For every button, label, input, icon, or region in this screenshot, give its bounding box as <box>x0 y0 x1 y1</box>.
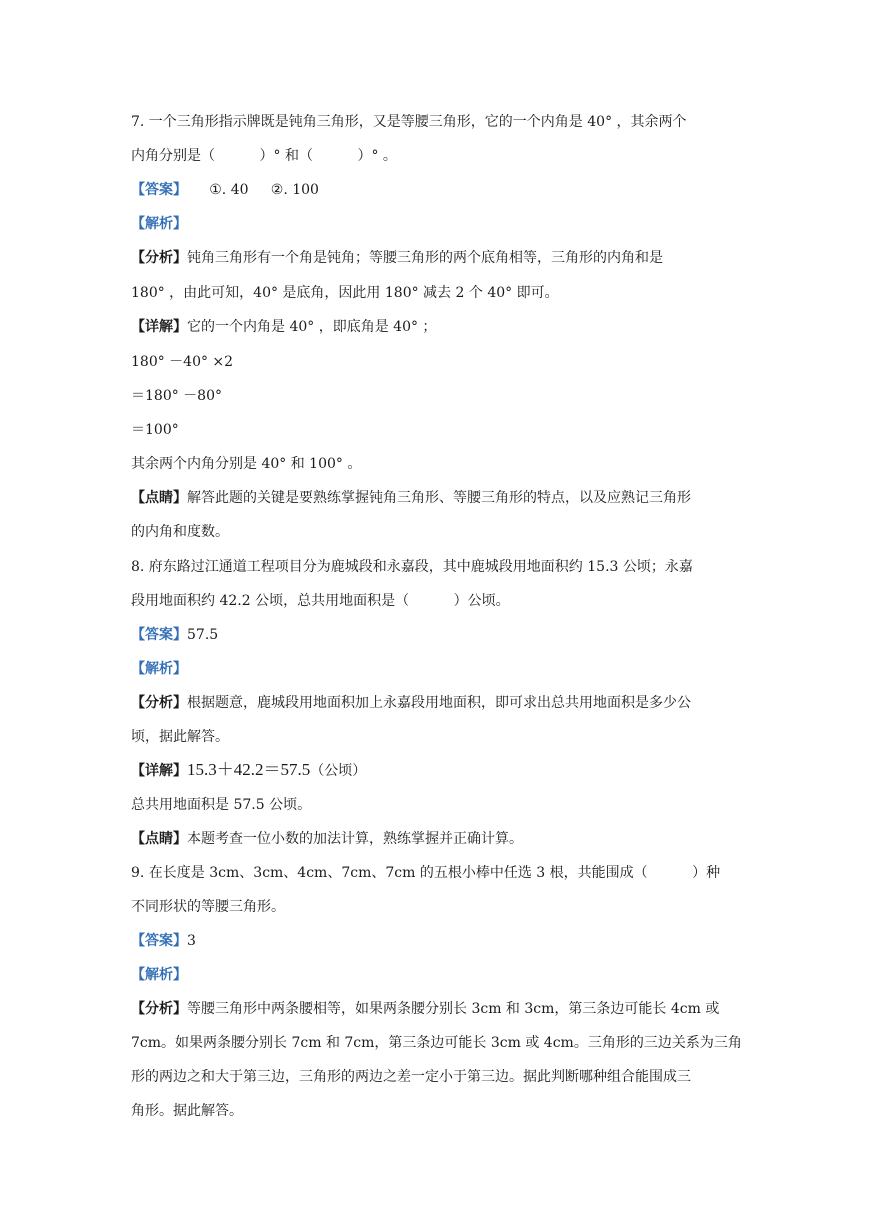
q9-fenxi-line-1 <box>131 999 719 1019</box>
q8-equation: 15.3＋42.2＝57.5 <box>187 760 311 779</box>
xiangjie-tag: 【详解】 <box>131 763 187 779</box>
q7-fenxi-line-1 <box>131 248 663 268</box>
q9-question-line-1: 9. 在长度是 3cm、3cm、4cm、7cm、7cm 的五根小棒中任选 3 根，共能围成（ ）种 <box>131 865 721 881</box>
q7-answer-text: ①. 40 ②. 100 <box>187 182 319 198</box>
q8-dianjing-line-1 <box>131 829 523 849</box>
answer-tag: 【答案】 <box>131 627 187 643</box>
q8-fenxi-text-1: 根据题意，鹿城段用地面积加上永嘉段用地面积，即可求出总共用地面积是多少公 <box>187 695 691 711</box>
q9-question-line-2: 不同形状的等腰三角形。 <box>131 899 285 915</box>
fenxi-tag: 【分析】 <box>131 250 187 266</box>
q8-conclusion: 总共用地面积是 57.5 公顷。 <box>131 797 312 813</box>
q7-question-line-1: 7. 一个三角形指示牌既是钝角三角形，又是等腰三角形，它的一个内角是 40° ，其余两个 <box>131 114 687 130</box>
q9-fenxi-line-4: 角形。据此解答。 <box>131 1103 243 1119</box>
q7-dianjing-line-2: 的内角和度数。 <box>131 524 229 540</box>
q7-dianjing-text-1: 解答此题的关键是要熟练掌握钝角三角形、等腰三角形的特点，以及应熟记三角形 <box>187 490 691 506</box>
q7-xiangjie-line-1 <box>131 317 436 337</box>
q7-dianjing-line-1 <box>131 488 691 508</box>
q8-question-line-1: 8. 府东路过江通道工程项目分为鹿城段和永嘉段，其中鹿城段用地面积约 15.3 公顷；永嘉 <box>131 559 693 575</box>
q9-fenxi-line-2: 7cm。如果两条腰分别长 7cm 和 7cm，第三条边可能长 3cm 或 4cm。三角形的三边关系为三角 <box>131 1035 742 1051</box>
q8-answer-text: 57.5 <box>187 627 219 643</box>
q7-calc-line-3: ＝100° <box>131 422 179 438</box>
q8-fenxi-line-2: 顷，据此解答。 <box>131 729 229 745</box>
q8-analysis-tag: 【解析】 <box>131 661 187 677</box>
fenxi-tag: 【分析】 <box>131 1001 187 1017</box>
fenxi-tag: 【分析】 <box>131 695 187 711</box>
q8-xiangjie-line <box>131 760 366 781</box>
q7-analysis-tag: 【解析】 <box>131 216 187 232</box>
q7-xiangjie-text-1: 它的一个内角是 40° ，即底角是 40° ； <box>187 319 437 335</box>
q9-fenxi-line-3: 形的两边之和大于第三边，三角形的两边之差一定小于第三边。据此判断哪种组合能围成三 <box>131 1069 691 1085</box>
q7-conclusion: 其余两个内角分别是 40° 和 100° 。 <box>131 456 362 472</box>
q8-question-line-2: 段用地面积约 42.2 公顷，总共用地面积是（ ）公顷。 <box>131 593 510 609</box>
answer-tag: 【答案】 <box>131 182 187 198</box>
q7-calc-line-2: ＝180° －80° <box>131 388 222 404</box>
q7-answer <box>131 180 319 200</box>
q8-answer <box>131 625 218 645</box>
q9-answer <box>131 931 196 951</box>
xiangjie-tag: 【详解】 <box>131 319 187 335</box>
answer-tag: 【答案】 <box>131 933 187 949</box>
dianjing-tag: 【点睛】 <box>131 831 187 847</box>
q7-fenxi-text-1: 钝角三角形有一个角是钝角；等腰三角形的两个底角相等，三角形的内角和是 <box>187 250 663 266</box>
q7-calc-line-1: 180° －40° ×2 <box>131 354 234 370</box>
q9-answer-text: 3 <box>187 933 196 949</box>
dianjing-tag: 【点睛】 <box>131 490 187 506</box>
q7-fenxi-line-2: 180° ，由此可知，40° 是底角，因此用 180° 减去 2 个 40° 即可。 <box>131 285 559 301</box>
q9-fenxi-text-1: 等腰三角形中两条腰相等，如果两条腰分别长 3cm 和 3cm，第三条边可能长 4cm 或 <box>187 1001 720 1017</box>
q8-dianjing-text-1: 本题考查一位小数的加法计算，熟练掌握并正确计算。 <box>187 831 523 847</box>
q7-question-line-2: 内角分别是（ ）° 和（ ）° 。 <box>131 148 397 164</box>
q8-fenxi-line-1 <box>131 693 691 713</box>
q9-analysis-tag: 【解析】 <box>131 967 187 983</box>
q8-equation-unit: （公顷） <box>310 763 367 779</box>
